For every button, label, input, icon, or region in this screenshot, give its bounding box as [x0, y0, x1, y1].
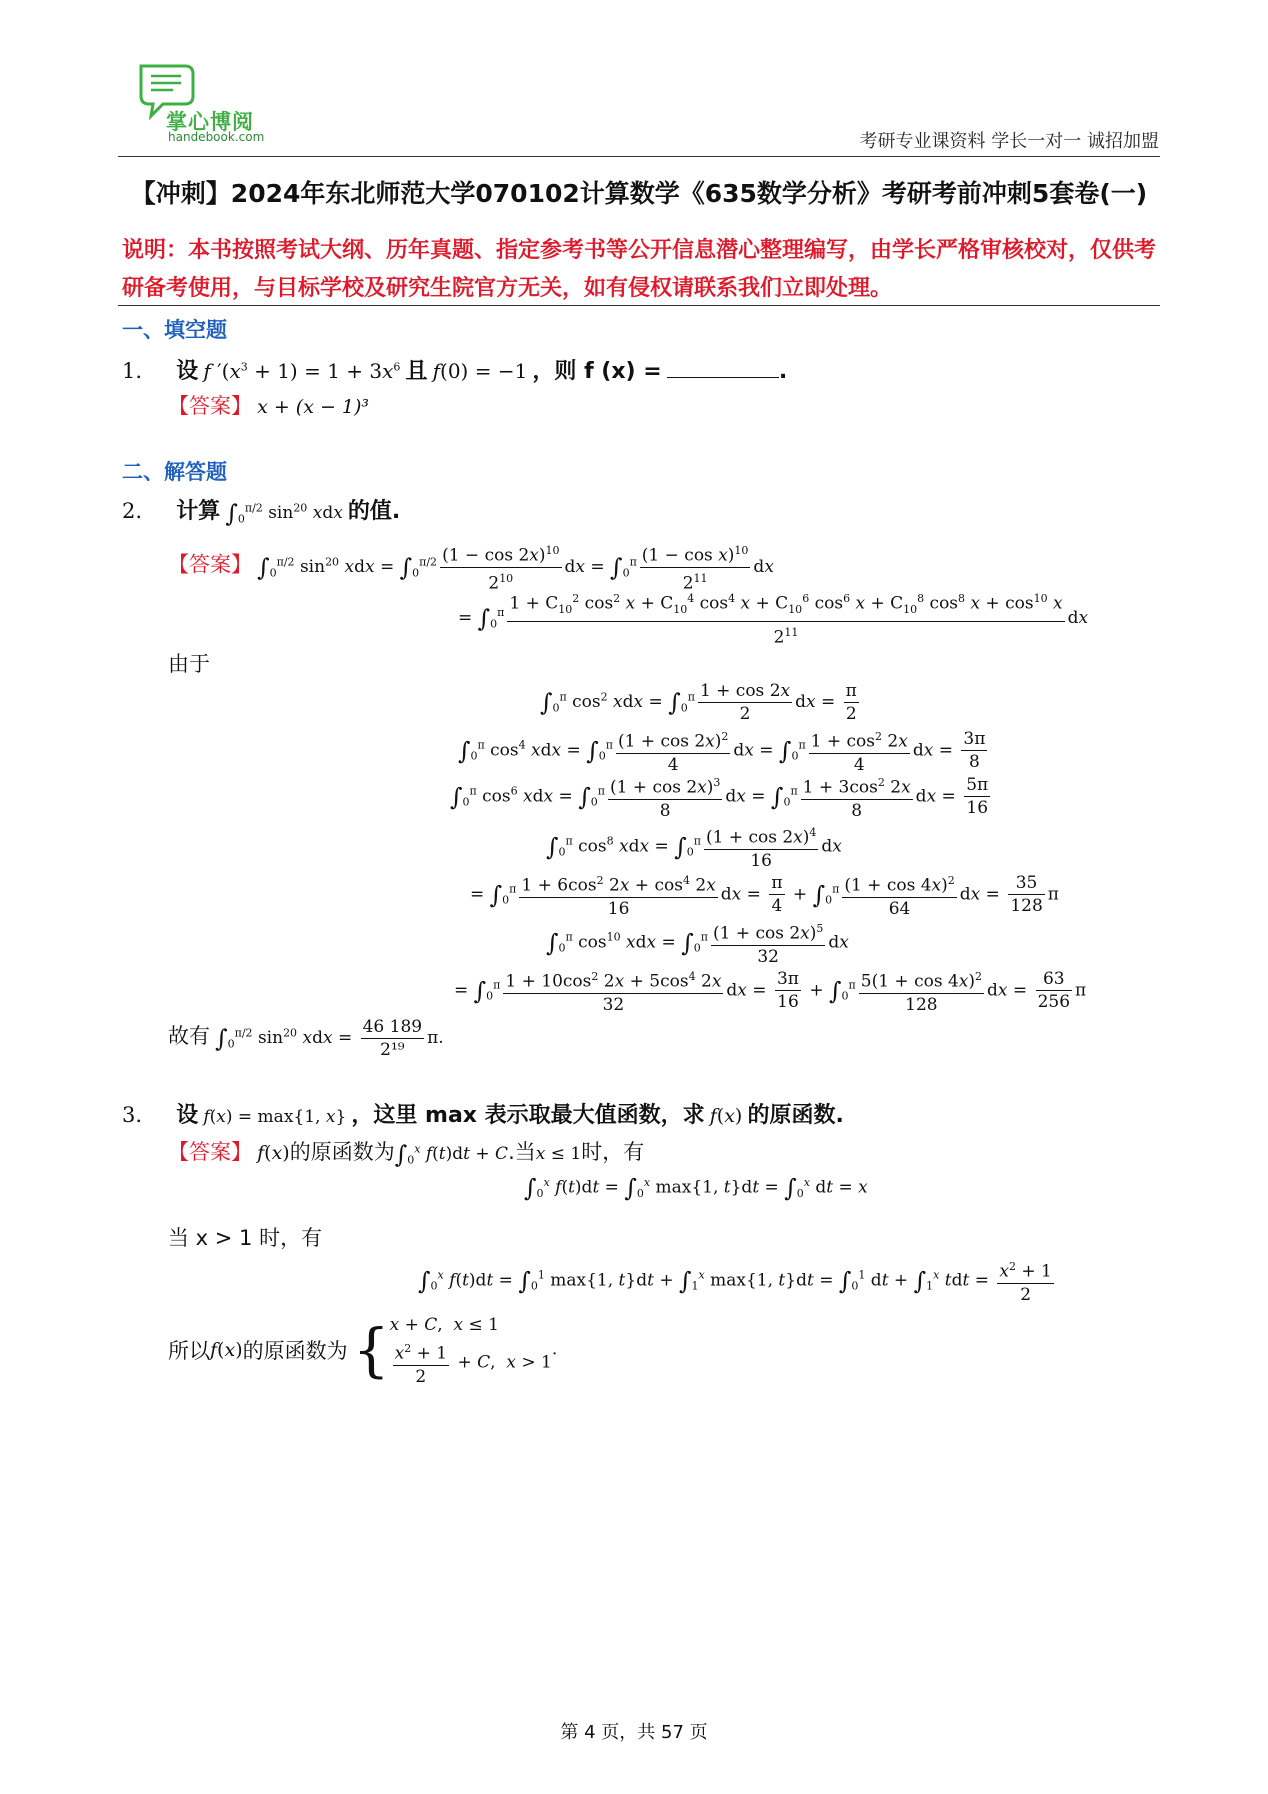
formula: f(x): [709, 1105, 743, 1127]
answer-blank: [667, 359, 779, 378]
answer-1: [168, 390, 369, 420]
question-2: [122, 494, 400, 528]
logo-url: handebook.com: [168, 130, 265, 144]
hence-text: 故有: [168, 1024, 210, 1048]
formula: $\int_0^{\pi/2}$ $\sin^{20}$ xdx = $\frac{46 189}{\text{2¹⁹}}$ π.: [215, 1017, 444, 1060]
formula: = $\int_0^\pi$ $\frac{1 + 10\cos^2 2x + 5\cos^4 2x}{32}$ dx = $\frac{3\pi}{16}$ + $\int_0^\pi$ $\frac{5(1 + \cos 4x)^2}{128}$ dx = $\frac{63}{256}$ π: [454, 966, 1086, 1016]
piecewise-formula: { x + C, x ≤ 1 $\frac{x^2 + 1}{2}$ + C, x > 1 .: [352, 1315, 558, 1387]
question-text: 设: [176, 359, 199, 384]
question-text: ，这里 max 表示取最大值函数，求: [351, 1103, 705, 1128]
final-denominator: 2¹⁹: [380, 1040, 405, 1060]
question-text: 计算: [176, 499, 221, 524]
question-text: 设: [176, 1103, 199, 1128]
page-number: 第 4 页，共 57 页: [560, 1722, 708, 1743]
formula: $\int_0^x$ f(t)dt + C: [394, 1140, 509, 1169]
formula: $\int_0^\pi$ $\cos^{10}$ xdx = $\int_0^\pi$ $\frac{(1 + \cos 2x)^5}{32}$ dx: [546, 918, 849, 968]
answer-label: 【答案】: [168, 552, 252, 577]
question-number: 1.: [122, 359, 143, 383]
question-text: ，则 f (x) =: [532, 359, 662, 384]
answer-text: 时，有: [581, 1140, 645, 1164]
logo-text: 掌心博阅: [166, 110, 254, 134]
header-divider: [118, 156, 1160, 157]
conclusion-text: 的原函数为: [242, 1338, 348, 1363]
section-heading-fill-blank: 一、填空题: [122, 318, 227, 342]
formula: $\int_0^{\pi/2}$ $\sin^{20}$ xdx: [225, 499, 343, 528]
formula: = $\int_0^\pi$ $\frac{1 + 6\cos^2 2x + \cos^4 2x}{16}$ dx = $\frac{\pi}{4}$ + $\int_0^\pi$ $\frac{(1 + \cos 4x)^2}{64}$ dx = $\frac{35}{128}$ π: [470, 870, 1059, 920]
section-heading-solve: 二、解答题: [122, 460, 227, 484]
answer-3-conclusion: [168, 1312, 557, 1388]
answer-2-line-1: [168, 540, 774, 594]
question-text: 的值.: [347, 499, 401, 524]
formula: $\int_0^x$ $f(t)dt = \int_0^1$ max{1, $t\}dt + \int_1^x$ max{1, $t\}dt = \int_0^1$ dt + $\int_1^x$ tdt = $\frac{x^2 + 1}{2}$: [418, 1256, 1057, 1306]
copyright-notice: 说明：本书按照考试大纲、历年真题、指定参考书等公开信息潜心整理编写，由学长严格审核校对，仅供考研备考使用，与目标学校及研究生院官方无关，如有侵权请联系我们立即处理。: [122, 238, 1157, 301]
question-text: .: [778, 359, 788, 384]
answer-value: x + (x − 1)³: [257, 396, 370, 418]
question-1: [122, 354, 787, 385]
formula: f(x) = max{1, x}: [203, 1107, 347, 1127]
answer-label: 【答案】: [168, 1140, 252, 1164]
conclusion-text: 所以: [168, 1338, 210, 1363]
notice-divider: [118, 305, 1160, 306]
answer-label: 【答案】: [168, 394, 252, 418]
question-text: 的原函数.: [747, 1103, 844, 1128]
formula: f $'(x^3 + 1) = 1 + 3x^6$: [203, 359, 401, 383]
formula: = $\int_0^\pi$ $1 + C_{10}^2$ $\cos^2 x + C_{10}^4$ $\cos^4 x + C_{10}^6$ $\cos^6 x + C_{10}^8$ $\cos^8 x + \cos^{10} x$ $2^{11}$ dx: [458, 588, 1088, 649]
answer-text: 的原函数为: [289, 1140, 395, 1164]
formula: $\int_0^\pi$ $\cos^2$ xdx = $\int_0^\pi$ $\frac{1 + \cos 2x}{2}$ dx = $\frac{\pi}{2}$: [540, 681, 857, 724]
formula: $\int_0^\pi$ $\cos^6$ xdx = $\int_0^\pi$ $\frac{(1 + \cos 2x)^3}{8}$ dx = $\int_0^\pi$ $\frac{1 + 3\cos^2 2x}{8}$ dx = $\frac{5\pi}{16}$: [450, 772, 993, 822]
question-number: 3.: [122, 1103, 143, 1127]
formula: f(x): [210, 1338, 243, 1361]
formula: f(0) = −1: [432, 359, 528, 383]
final-numerator: 46 189: [362, 1017, 423, 1037]
document-title: 【冲刺】2024年东北师范大学070102计算数学《635数学分析》考研考前冲刺5套卷(一): [130, 179, 1148, 208]
since-text: 由于: [168, 652, 210, 676]
formula: $\int_0^{\pi/2}$ $\sin^{20}$ xdx = $\int_0^{\pi/2}$ $\frac{(1 - \cos 2x)^{10}}{2^{10}}$ dx = $\int_0^\pi$ $\frac{(1 - \cos x)^{10}}{2^{11}}$ dx: [257, 557, 774, 577]
formula: $\int_0^\pi$ $\cos^4$ xdx = $\int_0^\pi$ $\frac{(1 + \cos 2x)^2}{4}$ dx = $\int_0^\pi$ $\frac{1 + \cos^2 2x}{4}$ dx = $\frac{3\pi}{8}$: [458, 726, 990, 776]
formula: x ≤ 1: [535, 1144, 582, 1164]
formula: $\int_0^\pi$ $\cos^8$ xdx = $\int_0^\pi$ $\frac{(1 + \cos 2x)^4}{16}$ dx: [546, 822, 842, 872]
formula: f(x): [257, 1142, 290, 1164]
question-text: 且: [405, 359, 428, 384]
answer-3-line-1: [168, 1136, 644, 1169]
case-2-text: 当 x > 1 时，有: [168, 1226, 323, 1250]
question-3: [122, 1098, 844, 1129]
answer-text: .当: [508, 1140, 536, 1164]
question-number: 2.: [122, 499, 143, 523]
formula: $\int_0^x$ $f(t)dt = \int_0^x$ max{1, $t\}dt = \int_0^x$ dt = x: [524, 1174, 868, 1202]
header-slogan: 考研专业课资料 学长一对一 诚招加盟: [859, 131, 1159, 152]
answer-2-conclusion: [168, 1016, 444, 1061]
